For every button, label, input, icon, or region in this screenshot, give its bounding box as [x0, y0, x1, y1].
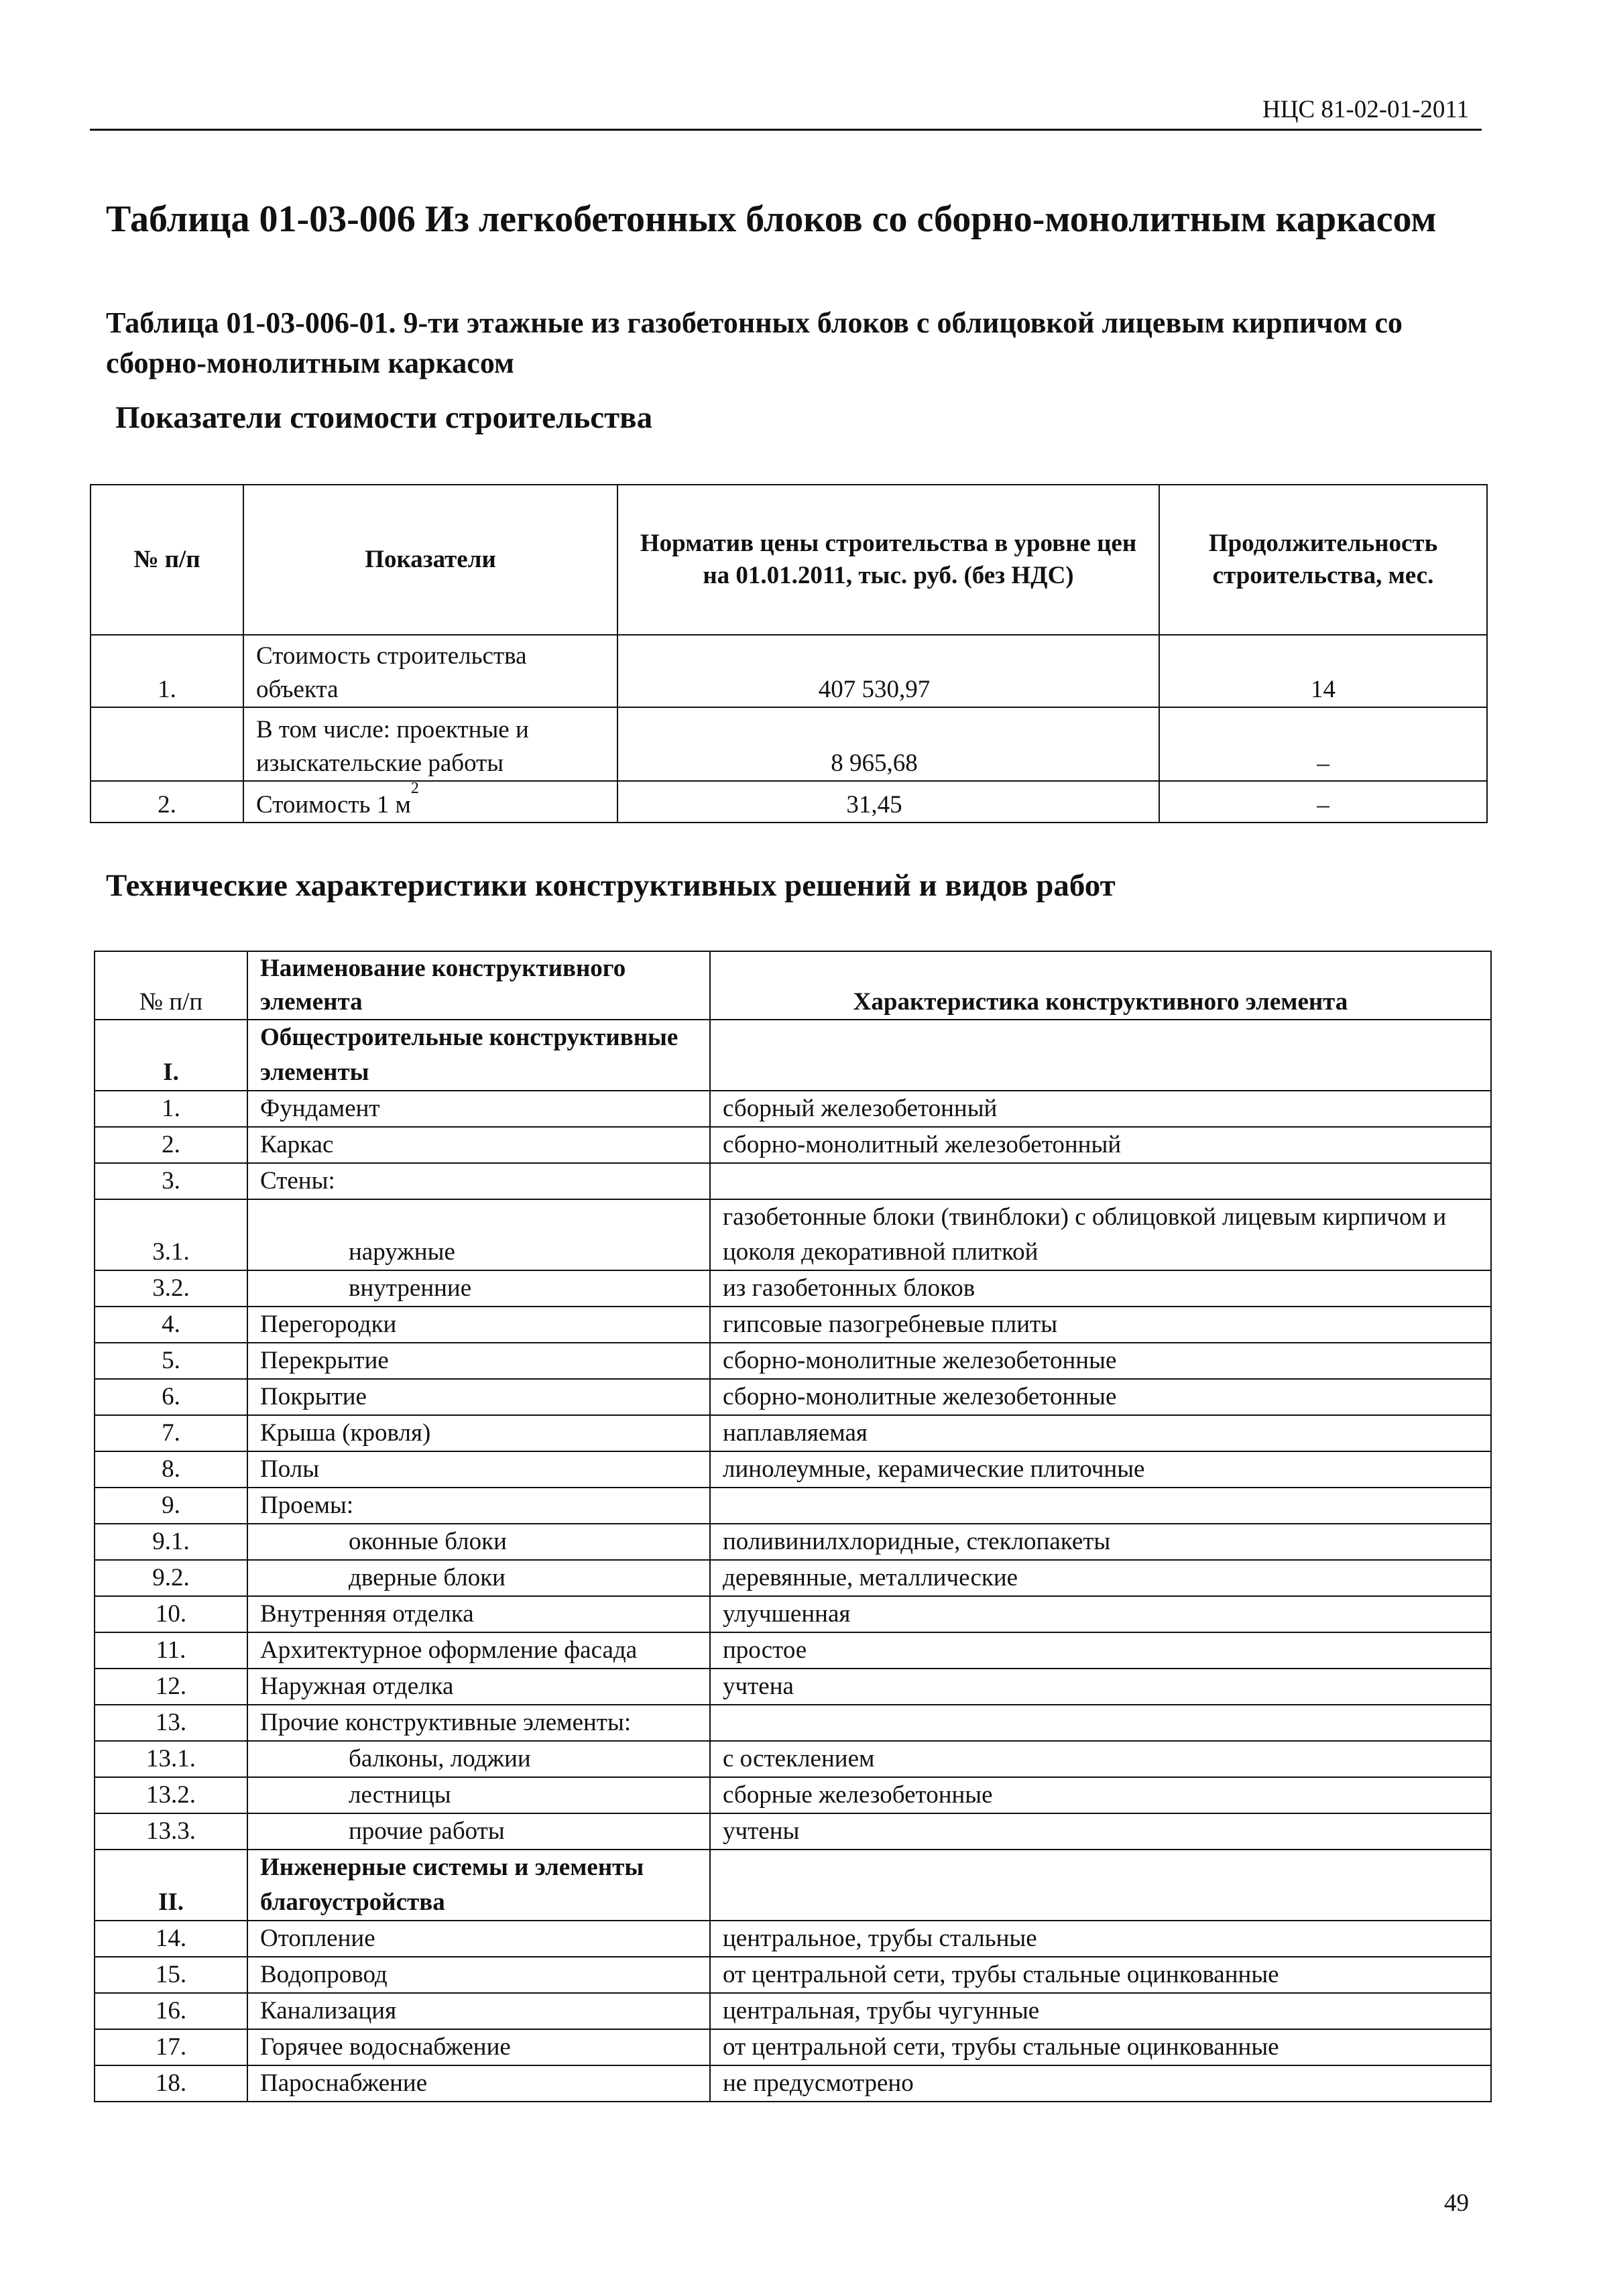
column-header-indicators: Показатели — [243, 485, 617, 635]
tech-row — [95, 1307, 1491, 1343]
tech-row-element-description: не предусмотрено — [710, 2065, 1491, 2102]
tech-row-element-description: линолеумные, керамические плиточные — [710, 1451, 1491, 1488]
tech-row-element-name: Каркас — [247, 1127, 710, 1163]
tech-row-element-name: Внутренняя отделка — [247, 1596, 710, 1632]
tech-row-element-description: гипсовые пазогребневые плиты — [710, 1307, 1491, 1343]
tech-row-num: 14. — [95, 1921, 247, 1957]
tech-row — [95, 1705, 1491, 1741]
tech-row-element-name: Проемы: — [247, 1488, 710, 1524]
tech-row — [95, 1632, 1491, 1669]
cost-row-name: В том числе: проектные и изыскательские работы — [243, 707, 617, 781]
tech-row-element-description: с остеклением — [710, 1741, 1491, 1777]
tech-row-num: 13.2. — [95, 1777, 247, 1813]
tech-row-element-name: Архитектурное оформление фасада — [247, 1632, 710, 1669]
tech-row-element-name: Прочие конструктивные элементы: — [247, 1705, 710, 1741]
tech-row-num: 9.1. — [95, 1524, 247, 1560]
tech-row-element-description: учтены — [710, 1813, 1491, 1850]
tech-row-num: 15. — [95, 1957, 247, 1993]
cost-row-duration: – — [1159, 707, 1487, 781]
tech-row-element-description: деревянные, металлические — [710, 1560, 1491, 1596]
tech-row-num: 3.1. — [95, 1199, 247, 1270]
tech-row — [95, 1020, 1491, 1091]
cost-row-num: 2. — [91, 781, 243, 823]
tech-row-num: 6. — [95, 1379, 247, 1415]
tech-row-num: 2. — [95, 1127, 247, 1163]
tech-row-element-name: Наружная отделка — [247, 1669, 710, 1705]
tech-row — [95, 1957, 1491, 1993]
tech-row-num: 7. — [95, 1415, 247, 1451]
column-header-num: № п/п — [91, 485, 243, 635]
cost-row-price: 407 530,97 — [617, 635, 1159, 707]
tech-row-element-description: поливинилхлоридные, стеклопакеты — [710, 1524, 1491, 1560]
tech-row-num: 13.1. — [95, 1741, 247, 1777]
tech-row — [95, 1741, 1491, 1777]
tech-row — [95, 1343, 1491, 1379]
cost-row-price: 8 965,68 — [617, 707, 1159, 781]
column-header-duration: Продолжительность строительства, мес. — [1159, 485, 1487, 635]
tech-row-element-description: от центральной сети, трубы стальные оцинкованные — [710, 1957, 1491, 1993]
tech-row-element-description: центральная, трубы чугунные — [710, 1993, 1491, 2029]
tech-row-element-name: Перекрытие — [247, 1343, 710, 1379]
tech-row-element-description: наплавляемая — [710, 1415, 1491, 1451]
column-header-element-name: Наименование конструктивного элемента — [247, 951, 710, 1020]
cost-row-name — [243, 781, 617, 823]
tech-row-element-name: Канализация — [247, 1993, 710, 2029]
tech-row-element-description: учтена — [710, 1669, 1491, 1705]
tech-row-element-name: Отопление — [247, 1921, 710, 1957]
tech-row — [95, 1596, 1491, 1632]
tech-row-num: 4. — [95, 1307, 247, 1343]
column-header-price: Норматив цены строительства в уровне цен на 01.01.2011, тыс. руб. (без НДС) — [617, 485, 1159, 635]
tech-row — [95, 2029, 1491, 2065]
tech-row-element-name: Общестроительные конструктивные элементы — [247, 1020, 710, 1091]
tech-row-element-name: Горячее водоснабжение — [247, 2029, 710, 2065]
tech-row-element-name: Инженерные системы и элементы благоустройства — [247, 1850, 710, 1921]
tech-row-element-name: дверные блоки — [247, 1560, 710, 1596]
tech-row-element-name: Перегородки — [247, 1307, 710, 1343]
cost-row — [91, 781, 1487, 823]
tech-row-element-name: наружные — [247, 1199, 710, 1270]
tech-row-element-description: от центральной сети, трубы стальные оцинкованные — [710, 2029, 1491, 2065]
table-subtitle: Таблица 01-03-006-01. 9-ти этажные из газобетонных блоков с облицовкой лицевым кирпичом со сборно-монолитным каркасом — [106, 306, 1403, 379]
cost-row-duration: 14 — [1159, 635, 1487, 707]
tech-row — [95, 1379, 1491, 1415]
cost-row-name: Стоимость строительства объекта — [243, 635, 617, 707]
page-number: 49 — [1444, 2189, 1469, 2217]
tech-row-element-name: Пароснабжение — [247, 2065, 710, 2102]
tech-row-element-name: Крыша (кровля) — [247, 1415, 710, 1451]
tech-row — [95, 1451, 1491, 1488]
tech-row-num: 13.3. — [95, 1813, 247, 1850]
cost-row-num: 1. — [91, 635, 243, 707]
tech-row-element-description: сборный железобетонный — [710, 1091, 1491, 1127]
cost-table-header — [91, 485, 1487, 635]
tech-row-num: 9. — [95, 1488, 247, 1524]
tech-row-element-name: Стены: — [247, 1163, 710, 1199]
document-code: НЦС 81-02-01-2011 — [1262, 96, 1469, 123]
tech-row — [95, 1415, 1491, 1451]
cost-row-num — [91, 707, 243, 781]
cost-table — [90, 484, 1488, 823]
tech-row-element-name: Фундамент — [247, 1091, 710, 1127]
tech-row — [95, 1524, 1491, 1560]
header-rule — [90, 129, 1482, 131]
tech-table — [94, 951, 1492, 2102]
cost-row-name-text: Стоимость 1 м — [256, 791, 411, 819]
tech-row-element-description — [710, 1705, 1491, 1741]
tech-row-element-description: простое — [710, 1632, 1491, 1669]
tech-row-element-description — [710, 1163, 1491, 1199]
tech-row-element-name: лестницы — [247, 1777, 710, 1813]
tech-row-num: 8. — [95, 1451, 247, 1488]
cost-row-duration: – — [1159, 781, 1487, 823]
tech-row — [95, 1850, 1491, 1921]
tech-row-num: 11. — [95, 1632, 247, 1669]
unit-exponent: 2 — [410, 780, 419, 797]
tech-row-num: 17. — [95, 2029, 247, 2065]
tech-row — [95, 1199, 1491, 1270]
tech-row-num: 1. — [95, 1091, 247, 1127]
tech-row-element-description: сборные железобетонные — [710, 1777, 1491, 1813]
tech-row-element-description: сборно-монолитный железобетонный — [710, 1127, 1491, 1163]
tech-row-num: I. — [95, 1020, 247, 1091]
tech-row-num: II. — [95, 1850, 247, 1921]
tech-section-heading: Технические характеристики конструктивных решений и видов работ — [106, 868, 1116, 903]
table-title: Таблица 01-03-006 Из легкобетонных блоков со сборно-монолитным каркасом — [106, 198, 1437, 240]
tech-row — [95, 1270, 1491, 1307]
tech-row-num: 10. — [95, 1596, 247, 1632]
tech-row-element-description: центральное, трубы стальные — [710, 1921, 1491, 1957]
tech-row-element-name: балконы, лоджии — [247, 1741, 710, 1777]
column-header-num: № п/п — [95, 951, 247, 1020]
tech-row — [95, 1921, 1491, 1957]
tech-row-num: 9.2. — [95, 1560, 247, 1596]
tech-row-element-name: внутренние — [247, 1270, 710, 1307]
tech-table-body — [95, 1020, 1491, 2102]
column-header-element-description: Характеристика конструктивного элемента — [710, 951, 1491, 1020]
tech-row-element-name: оконные блоки — [247, 1524, 710, 1560]
tech-row-num: 3.2. — [95, 1270, 247, 1307]
tech-table-header — [95, 951, 1491, 1020]
cost-row — [91, 635, 1487, 707]
tech-row — [95, 2065, 1491, 2102]
cost-row — [91, 707, 1487, 781]
tech-row-element-name: Полы — [247, 1451, 710, 1488]
cost-row-price: 31,45 — [617, 781, 1159, 823]
tech-row-element-description — [710, 1488, 1491, 1524]
tech-row — [95, 1488, 1491, 1524]
tech-row-num: 16. — [95, 1993, 247, 2029]
tech-row-num: 12. — [95, 1669, 247, 1705]
tech-row-element-description — [710, 1020, 1491, 1091]
tech-row-num: 5. — [95, 1343, 247, 1379]
tech-row — [95, 1091, 1491, 1127]
tech-row-num: 3. — [95, 1163, 247, 1199]
tech-row-element-description: газобетонные блоки (твинблоки) с облицовкой лицевым кирпичом и цоколя декоративной плиткой — [710, 1199, 1491, 1270]
tech-row — [95, 1163, 1491, 1199]
tech-row-element-name: Водопровод — [247, 1957, 710, 1993]
tech-row — [95, 1560, 1491, 1596]
tech-row-element-name: прочие работы — [247, 1813, 710, 1850]
tech-row — [95, 1777, 1491, 1813]
tech-row-element-name: Покрытие — [247, 1379, 710, 1415]
tech-row-element-description: улучшенная — [710, 1596, 1491, 1632]
tech-row — [95, 1127, 1491, 1163]
tech-row-element-description: из газобетонных блоков — [710, 1270, 1491, 1307]
tech-row — [95, 1813, 1491, 1850]
tech-row-element-description — [710, 1850, 1491, 1921]
tech-row-element-description: сборно-монолитные железобетонные — [710, 1379, 1491, 1415]
tech-row-num: 18. — [95, 2065, 247, 2102]
cost-section-heading: Показатели стоимости строительства — [115, 400, 653, 435]
tech-row — [95, 1669, 1491, 1705]
tech-row-element-description: сборно-монолитные железобетонные — [710, 1343, 1491, 1379]
tech-row-num: 13. — [95, 1705, 247, 1741]
tech-row — [95, 1993, 1491, 2029]
